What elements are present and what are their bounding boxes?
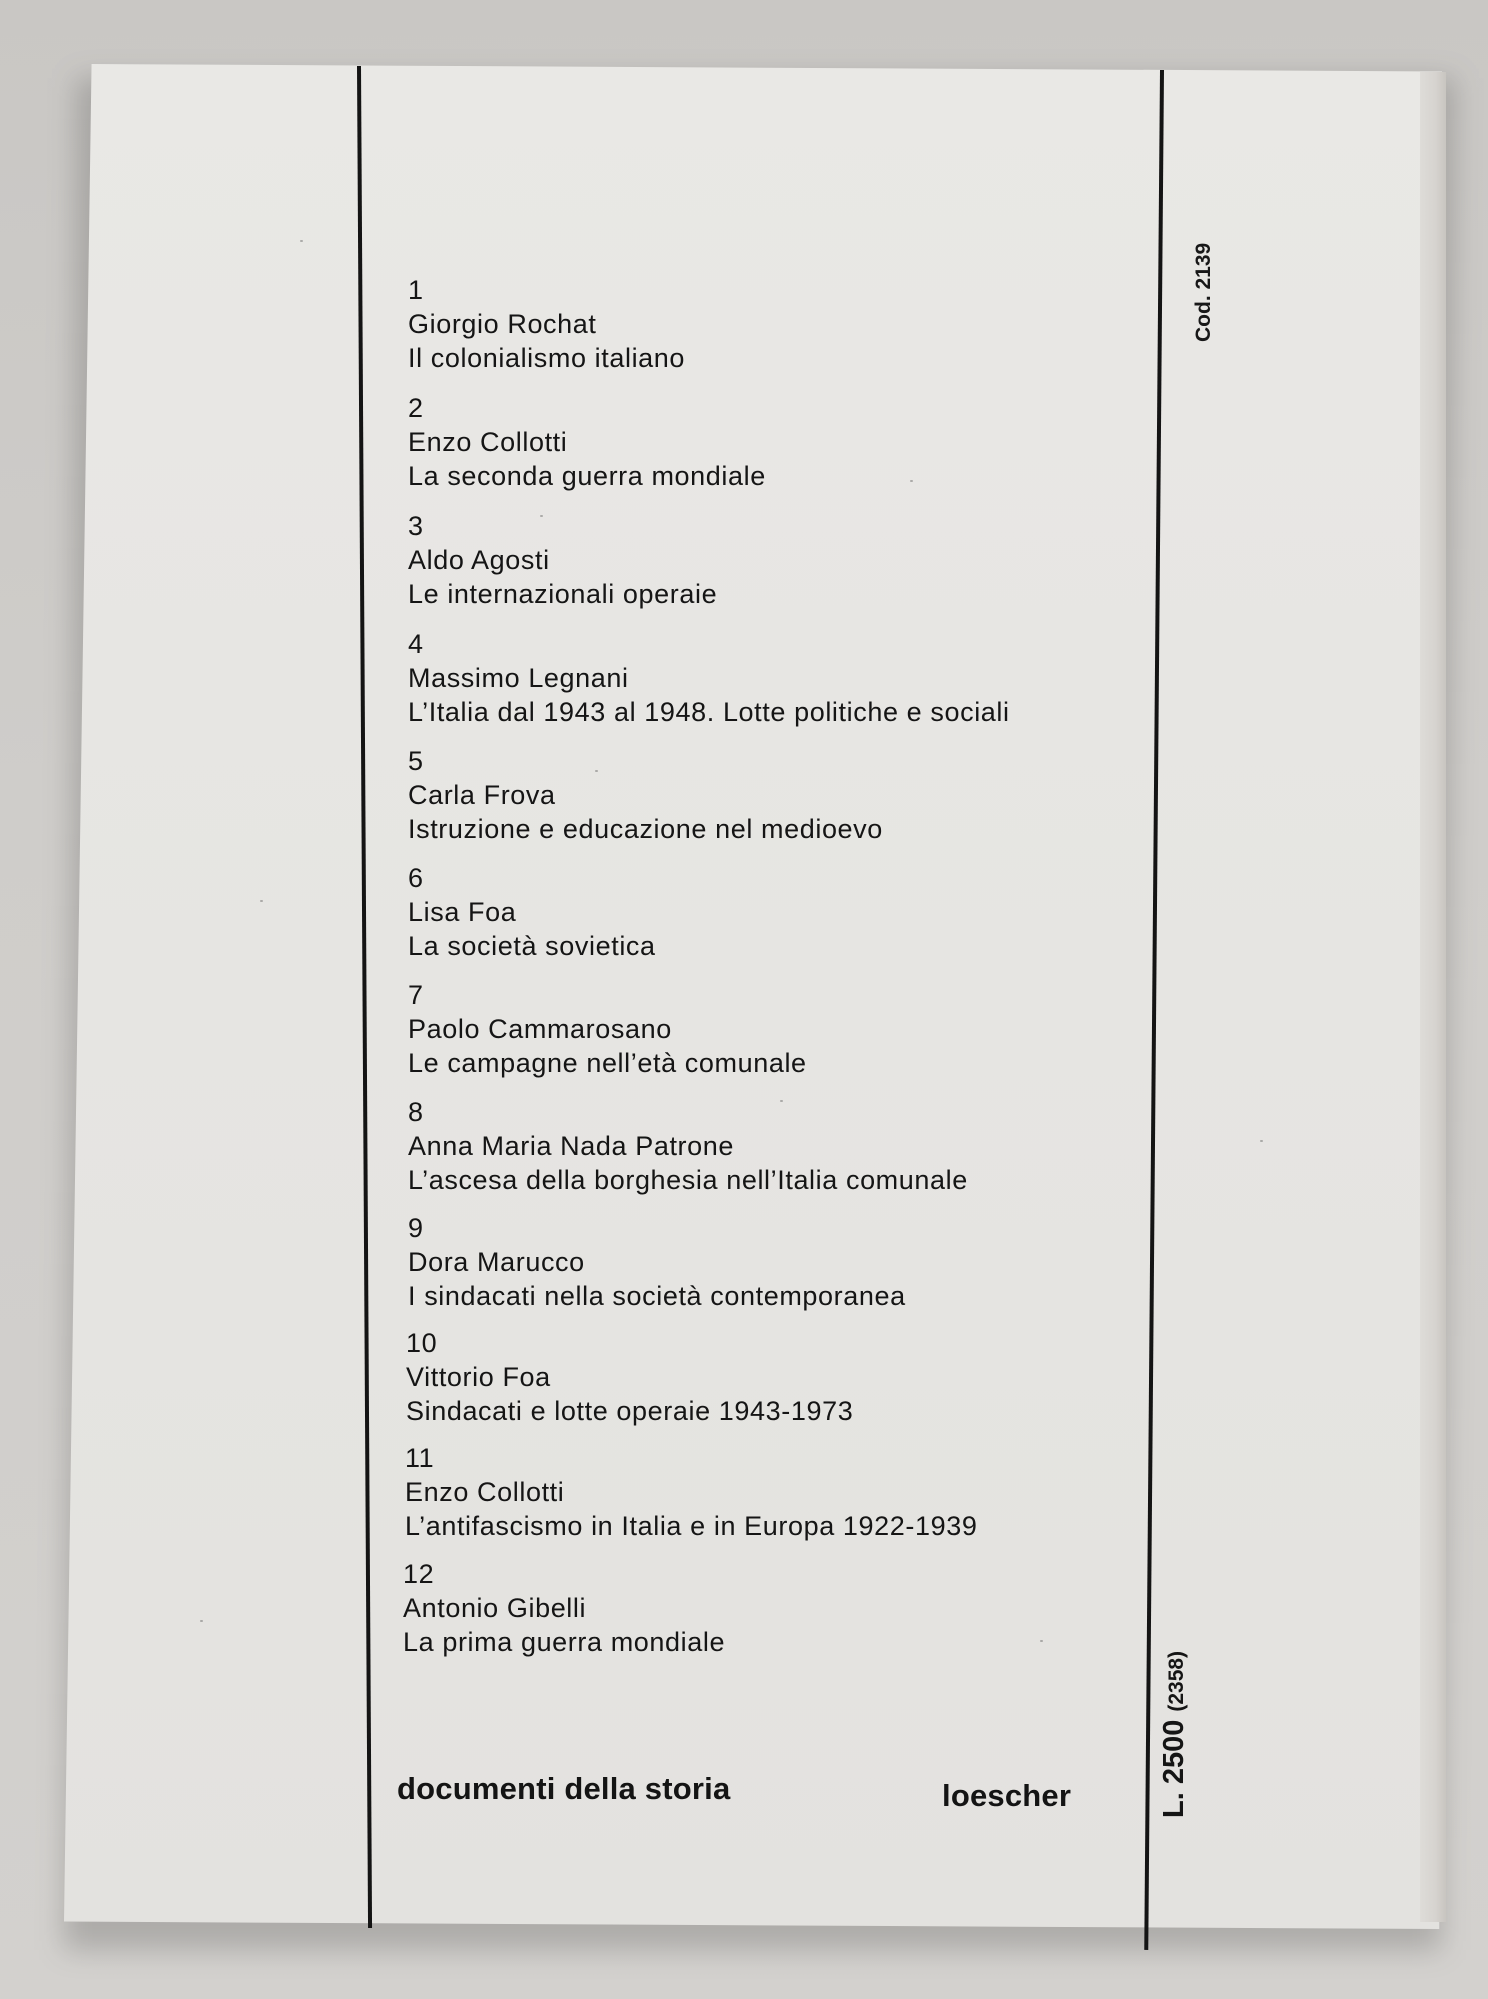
entry-author: Antonio Gibelli — [403, 1593, 587, 1623]
entry-number: 7 — [408, 980, 424, 1010]
entry-author: Lisa Foa — [408, 897, 517, 927]
entry-author: Enzo Collotti — [408, 427, 568, 457]
entry-title: Istruzione e educazione nel medioevo — [408, 814, 883, 844]
catalog-code: Cod. 2139 — [1192, 242, 1215, 342]
entry-title: Il colonialismo italiano — [408, 343, 686, 373]
paper-speck — [200, 1620, 203, 1622]
entry-author: Massimo Legnani — [408, 663, 629, 693]
entry-number: 3 — [408, 511, 424, 541]
entry-number: 4 — [408, 629, 424, 659]
entry-author: Anna Maria Nada Patrone — [408, 1131, 734, 1161]
entry-number: 11 — [405, 1443, 435, 1473]
entry-title: La prima guerra mondiale — [403, 1627, 726, 1657]
publisher-name: loescher — [942, 1778, 1072, 1813]
entry-number: 12 — [403, 1559, 435, 1589]
entry-number: 2 — [408, 393, 424, 423]
book-back-cover — [64, 64, 1442, 1929]
paper-speck — [595, 770, 598, 772]
cover-page-edge — [1420, 72, 1446, 1922]
price-label — [1158, 1651, 1191, 1818]
entry-number: 6 — [408, 863, 424, 893]
paper-speck — [540, 515, 543, 517]
entry-title: L’antifascismo in Italia e in Europa 1922-1939 — [405, 1511, 978, 1541]
entry-title: L’Italia dal 1943 al 1948. Lotte politiche e sociali — [408, 697, 1010, 727]
price-code: (2358) — [1165, 1650, 1188, 1712]
paper-speck — [1260, 1140, 1263, 1142]
entry-number: 5 — [408, 746, 424, 776]
entry-title: L’ascesa della borghesia nell’Italia comunale — [408, 1165, 968, 1195]
entry-author: Aldo Agosti — [408, 545, 550, 575]
entry-number: 8 — [408, 1097, 424, 1127]
entry-author: Dora Marucco — [408, 1247, 585, 1277]
entry-title: Le campagne nell’età comunale — [408, 1048, 807, 1078]
entry-title: La società sovietica — [408, 931, 656, 961]
series-name: documenti della storia — [397, 1771, 731, 1806]
entry-author: Paolo Cammarosano — [408, 1014, 672, 1044]
entry-author: Enzo Collotti — [405, 1477, 565, 1507]
paper-speck — [780, 1100, 783, 1102]
paper-speck — [910, 480, 913, 482]
entry-number: 9 — [408, 1213, 424, 1243]
entry-number: 1 — [408, 275, 424, 305]
entry-author: Vittorio Foa — [406, 1362, 551, 1392]
entry-title: I sindacati nella società contemporanea — [408, 1281, 906, 1311]
entry-author: Carla Frova — [408, 780, 556, 810]
entry-title: La seconda guerra mondiale — [408, 461, 766, 491]
entry-title: Sindacati e lotte operaie 1943-1973 — [406, 1396, 854, 1426]
price-value: L. 2500 — [1158, 1719, 1190, 1818]
entry-number: 10 — [406, 1328, 438, 1358]
entry-author: Giorgio Rochat — [408, 309, 597, 339]
entry-title: Le internazionali operaie — [408, 579, 718, 609]
paper-speck — [300, 240, 303, 242]
paper-speck — [1040, 1640, 1043, 1642]
paper-speck — [260, 900, 263, 902]
